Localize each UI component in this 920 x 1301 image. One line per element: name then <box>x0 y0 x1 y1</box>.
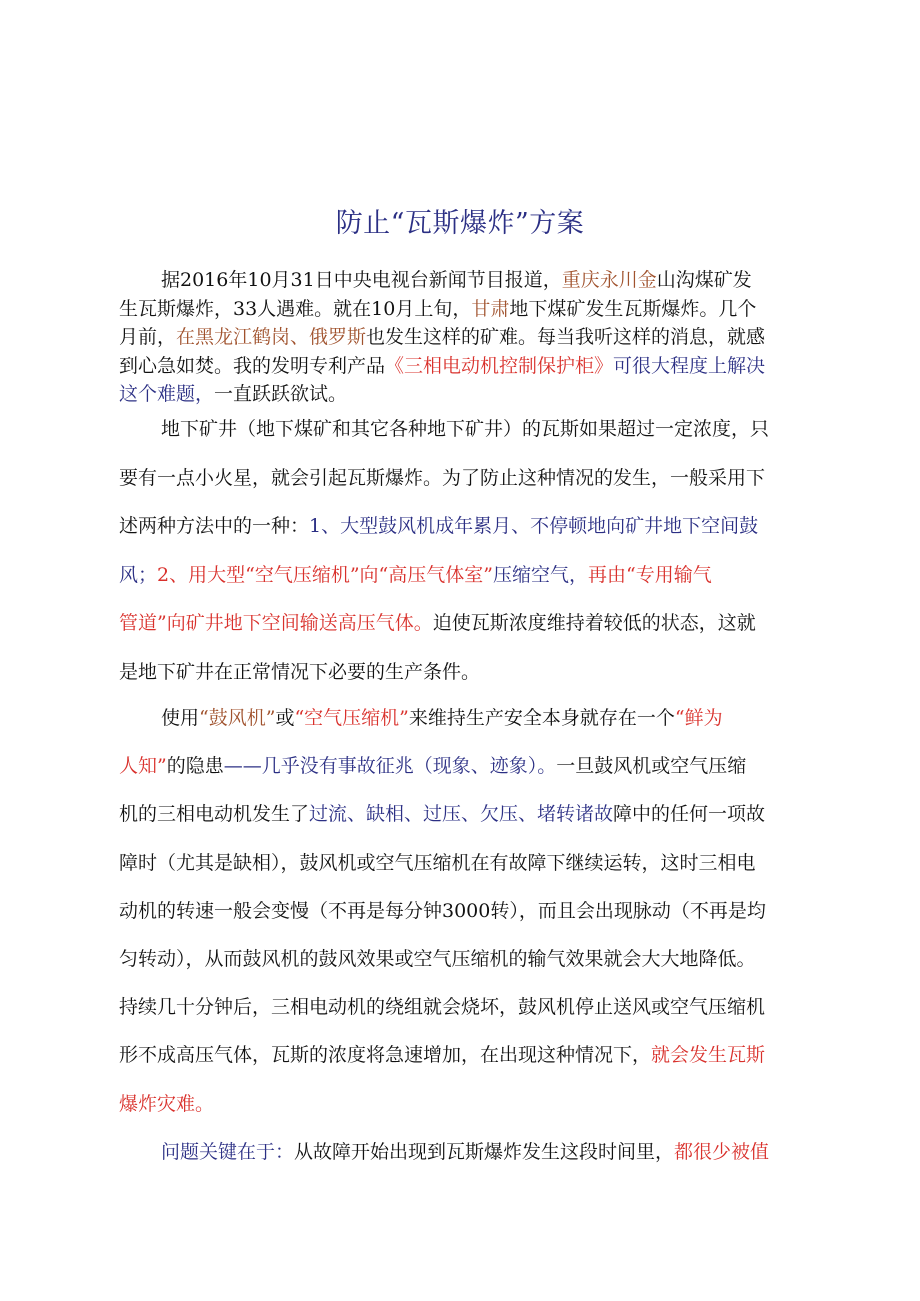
text-line <box>119 648 805 697</box>
text-run: 据2016年10月31日中央电视台新闻节目报道， <box>161 269 562 291</box>
term-highlight: “空气压缩机” <box>294 707 409 729</box>
text-run: 是地下矿井在正常情况下必要的生产条件。 <box>119 660 481 683</box>
text-line <box>119 599 805 648</box>
text-run: 也发生这样的矿难。每当我听这样的消息，就感 <box>366 326 766 348</box>
text-line <box>119 502 805 551</box>
text-run: 或 <box>275 707 295 729</box>
text-line <box>119 551 805 600</box>
method-two-highlight: 2、用大型“空气压缩机”向“高压气体室” <box>157 563 493 586</box>
text-run: 持续几十分钟后，三相电动机的绕组就会烧坏，鼓风机停止送风或空气压缩机 <box>119 996 766 1019</box>
text-line <box>119 295 805 324</box>
text-run: 地下煤矿发生瓦斯爆炸。几个 <box>509 297 757 320</box>
text-line <box>119 839 805 887</box>
text-run: 一旦鼓风机或空气压缩 <box>556 755 747 778</box>
text-line <box>119 983 805 1031</box>
text-run: 地下矿井（地下煤矿和其它各种地下矿井）的瓦斯如果超过一定浓度，只 <box>161 418 770 440</box>
paragraph-ventilation-methods <box>119 405 805 696</box>
text-run: 到心急如焚。我的发明专利产品 <box>119 354 386 377</box>
method-one-highlight: 风； <box>119 563 158 586</box>
fault-list-highlight: 过流、缺相、过压、欠压、堵转诸故 <box>309 803 614 826</box>
text-run: 月前， <box>119 326 177 348</box>
text-line <box>119 1031 805 1079</box>
disaster-highlight: 就会发生瓦斯 <box>651 1044 766 1067</box>
term-highlight: “鲜为 <box>674 707 723 729</box>
text-run: 动机的转速一般会变慢（不再是每分钟3000转），而且会出现脉动（不再是均 <box>119 899 766 922</box>
text-line <box>119 742 805 790</box>
location-highlight: 甘肃 <box>471 297 510 320</box>
warning-highlight: ——几乎没有事故征兆（现象、迹象）。 <box>223 755 557 778</box>
text-run: 形不成高压气体，瓦斯的浓度将急速增加，在出现这种情况下， <box>119 1044 652 1067</box>
text-run: 迫使瓦斯浓度维持着较低的状态，这就 <box>432 612 756 634</box>
disaster-highlight: 爆炸灾难。 <box>119 1092 215 1115</box>
paragraph-hidden-danger <box>119 694 805 1128</box>
text-run-blue: 这个难题， <box>119 383 215 405</box>
page-title: 防止“瓦斯爆炸”方案 <box>335 208 585 239</box>
text-line <box>119 790 805 838</box>
text-line <box>119 405 805 454</box>
text-run: 机的三相电动机发生了 <box>119 803 310 826</box>
location-highlight: 在黑龙江鹤岗、俄罗斯 <box>176 326 367 348</box>
text-run-red: 都很少被值 <box>674 1141 770 1163</box>
text-line <box>119 1128 805 1176</box>
text-run: 山沟煤矿发 <box>656 269 752 291</box>
text-line <box>119 935 805 983</box>
text-run: 要有一点小火星，就会引起瓦斯爆炸。为了防止这种情况的发生，一般采用下 <box>119 466 766 489</box>
term-highlight: 人知” <box>119 755 167 778</box>
location-highlight: 重庆永川金 <box>561 269 657 291</box>
text-line <box>119 694 805 742</box>
text-line <box>119 323 805 352</box>
text-run: 从故障开始出现到瓦斯爆炸发生这段时间里， <box>294 1141 675 1163</box>
text-run: 使用 <box>161 707 200 729</box>
text-run-blue: 可很大程度上解决 <box>613 354 766 377</box>
text-run: 生瓦斯爆炸，33人遇难。就在10月上旬， <box>119 297 472 320</box>
term-highlight: “鼓风机” <box>199 707 276 729</box>
text-line <box>119 454 805 503</box>
product-name-highlight: 《三相电动机控制保护柜》 <box>385 354 614 377</box>
text-run: 的隐患 <box>166 755 224 778</box>
text-run: 障中的任何一项故 <box>613 803 766 826</box>
text-run: 匀转动），从而鼓风机的鼓风效果或空气压缩机的输气效果就会大大地降低。 <box>119 947 756 970</box>
method-one-highlight: 1、大型鼓风机成年累月、不停顿地向矿井地下空间鼓 <box>309 515 759 537</box>
text-run: 障时（尤其是缺相），鼓风机或空气压缩机在有故障下继续运转，这时三相电 <box>119 851 756 874</box>
method-two-highlight: 再由“专用输气 <box>587 563 712 586</box>
text-line <box>119 1080 805 1128</box>
method-two-highlight: 管道”向矿井地下空间输送高压气体。 <box>119 612 433 634</box>
text-run: 述两种方法中的一种： <box>119 515 310 537</box>
paragraph-news-report <box>119 266 805 409</box>
text-run: 一直跃跃欲试。 <box>214 383 348 405</box>
text-line <box>119 266 805 295</box>
text-line <box>119 887 805 935</box>
text-line <box>119 352 805 381</box>
paragraph-key-issue <box>119 1128 805 1176</box>
text-run-blue: 压缩空气， <box>492 563 588 586</box>
text-run: 来维持生产安全本身就存在一个 <box>408 707 675 729</box>
key-issue-label: 问题关键在于： <box>161 1141 295 1163</box>
